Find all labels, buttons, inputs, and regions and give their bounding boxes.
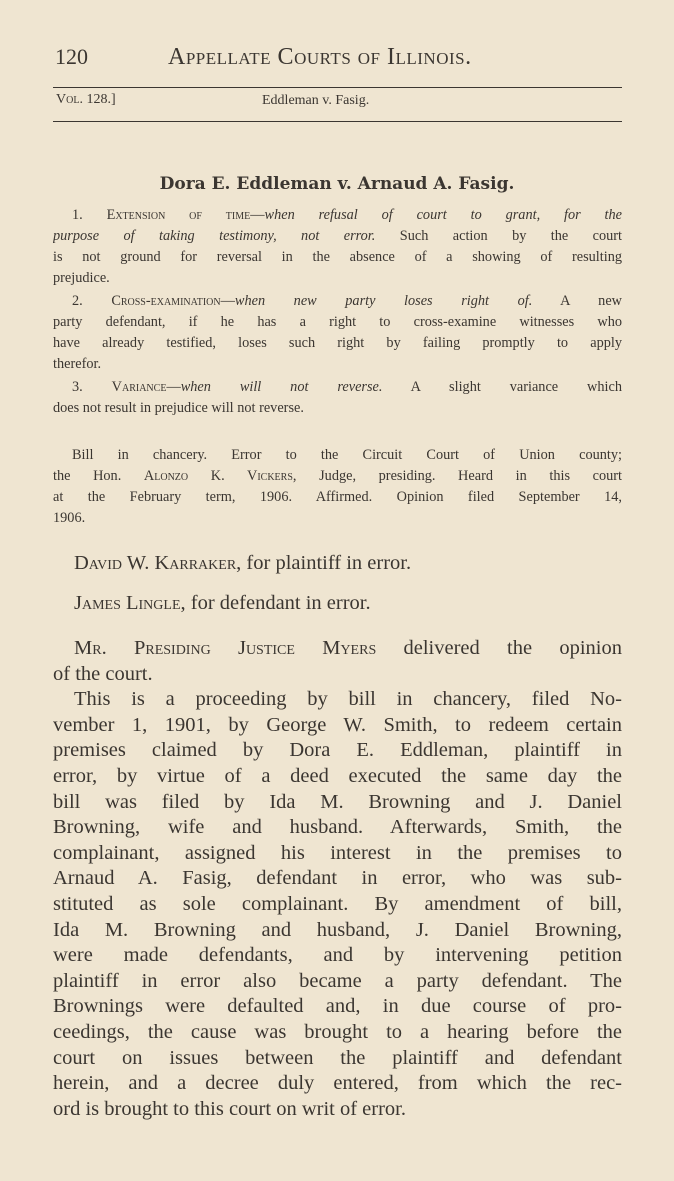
opinion-line: Brownings were defaulted and, in due course of pro-	[53, 995, 622, 1018]
opinion-line: premises claimed by Dora E. Eddleman, plaintiff in	[53, 739, 622, 762]
opinion-line: error, by virtue of a deed executed the same day the	[53, 764, 622, 787]
opinion-line: This is a proceeding by bill in chancery, filed No-	[74, 688, 622, 711]
counsel-defendant: James Lingle, for defendant in error.	[74, 591, 371, 614]
counsel-plaintiff: David W. Karraker, for plaintiff in error.	[74, 552, 412, 574]
opinion-line: plaintiff in error also became a party defendant. The	[53, 969, 622, 992]
headnote-3: 3. Variance—when will not reverse. A slight variance which	[72, 379, 622, 395]
page-number: 120	[55, 44, 88, 69]
header-rule-2	[53, 121, 622, 122]
case-title: Dora E. Eddleman v. Arnaud A. Fasig.	[159, 174, 515, 194]
opinion-line: vember 1, 1901, by George W. Smith, to redeem certain	[53, 713, 622, 736]
opinion-line: Ida M. Browning and husband, J. Daniel Browning,	[53, 918, 622, 941]
opinion: Mr. Presiding Justice Myers delivered the opinion of the court. This is a proceeding by bill in chancery, filed No- vember 1, 1901, by George W. Smith, to redeem certain premises claimed by Dora E. Eddleman, plaintiff in error, by virtue of a deed executed the same day the bill was filed by Ida M. Browning and J. Daniel Browning, wife and husband. Afterwards, Smith, the complainant, assigned his interest in the premises to Arnaud A. Fasig, defendant in error, who was sub- stituted as sole complainant. By amendment of bill, Ida M. Browning and husband, J. Daniel Browning, were made defendants, and by intervening petition plaintiff in error also became a party defendant. The Brownings were defaulted and, in due course of pro- ceedings, the cause was brought to a hearing before the court on issues between the plaintiff and defendant herein, and a decree duly entered, from which the rec- ord is brought to this court on writ of error.	[53, 636, 622, 1122]
header-rule	[53, 87, 622, 88]
opinion-line: Browning, wife and husband. Afterwards, Smith, the	[53, 816, 622, 839]
headnotes: 1. Extension of time—when refusal of court to grant, for the purpose of taking testimony, not error. Such action by the court is not ground for reversal in the absence of a showing of resulting prejudice. 2. Cross-examination—when new party loses right of. A new party defendant, if he has a right to cross-examine witnesses who have already testified, loses such right by failing promptly to apply therefor. 3. Variance—when will not reverse. A slight variance which does not result in prejudice will not reverse.	[53, 207, 622, 416]
opinion-line: ceedings, the cause was brought to a hearing before the	[53, 1020, 622, 1043]
running-title: Appellate Courts of Illinois.	[168, 44, 472, 70]
opinion-line: were made defendants, and by intervening petition	[53, 944, 622, 967]
opinion-line: ord is brought to this court on writ of error.	[53, 1097, 407, 1120]
opinion-line: stituted as sole complainant. By amendment of bill,	[53, 892, 622, 915]
headnote-1: 1. Extension of time—when refusal of court to grant, for the	[72, 207, 622, 223]
opinion-line: bill was filed by Ida M. Browning and J. Daniel	[53, 790, 622, 813]
case-short-title: Eddleman v. Fasig.	[262, 93, 370, 108]
judge-name: Alonzo K. Vickers	[143, 468, 293, 484]
opinion-line: herein, and a decree duly entered, from which the rec-	[53, 1072, 622, 1095]
headnote-2: 2. Cross-examination—when new party loses right of. A new	[72, 293, 622, 309]
counsel	[53, 551, 622, 616]
opinion-line: court on issues between the plaintiff and defendant	[53, 1046, 622, 1069]
opinion-line: complainant, assigned his interest in the premises to	[53, 841, 622, 864]
opinion-line: Arnaud A. Fasig, defendant in error, who was sub-	[53, 867, 622, 890]
volume-label: Vol. 128.]	[56, 92, 116, 107]
case-statement: Bill in chancery. Error to the Circuit Court of Union county; the Hon. Alonzo K. Vickers, Judge, presiding. Heard in this court at the February term, 1906. Affirmed. Opinion filed September 14, 1906.	[53, 447, 622, 526]
